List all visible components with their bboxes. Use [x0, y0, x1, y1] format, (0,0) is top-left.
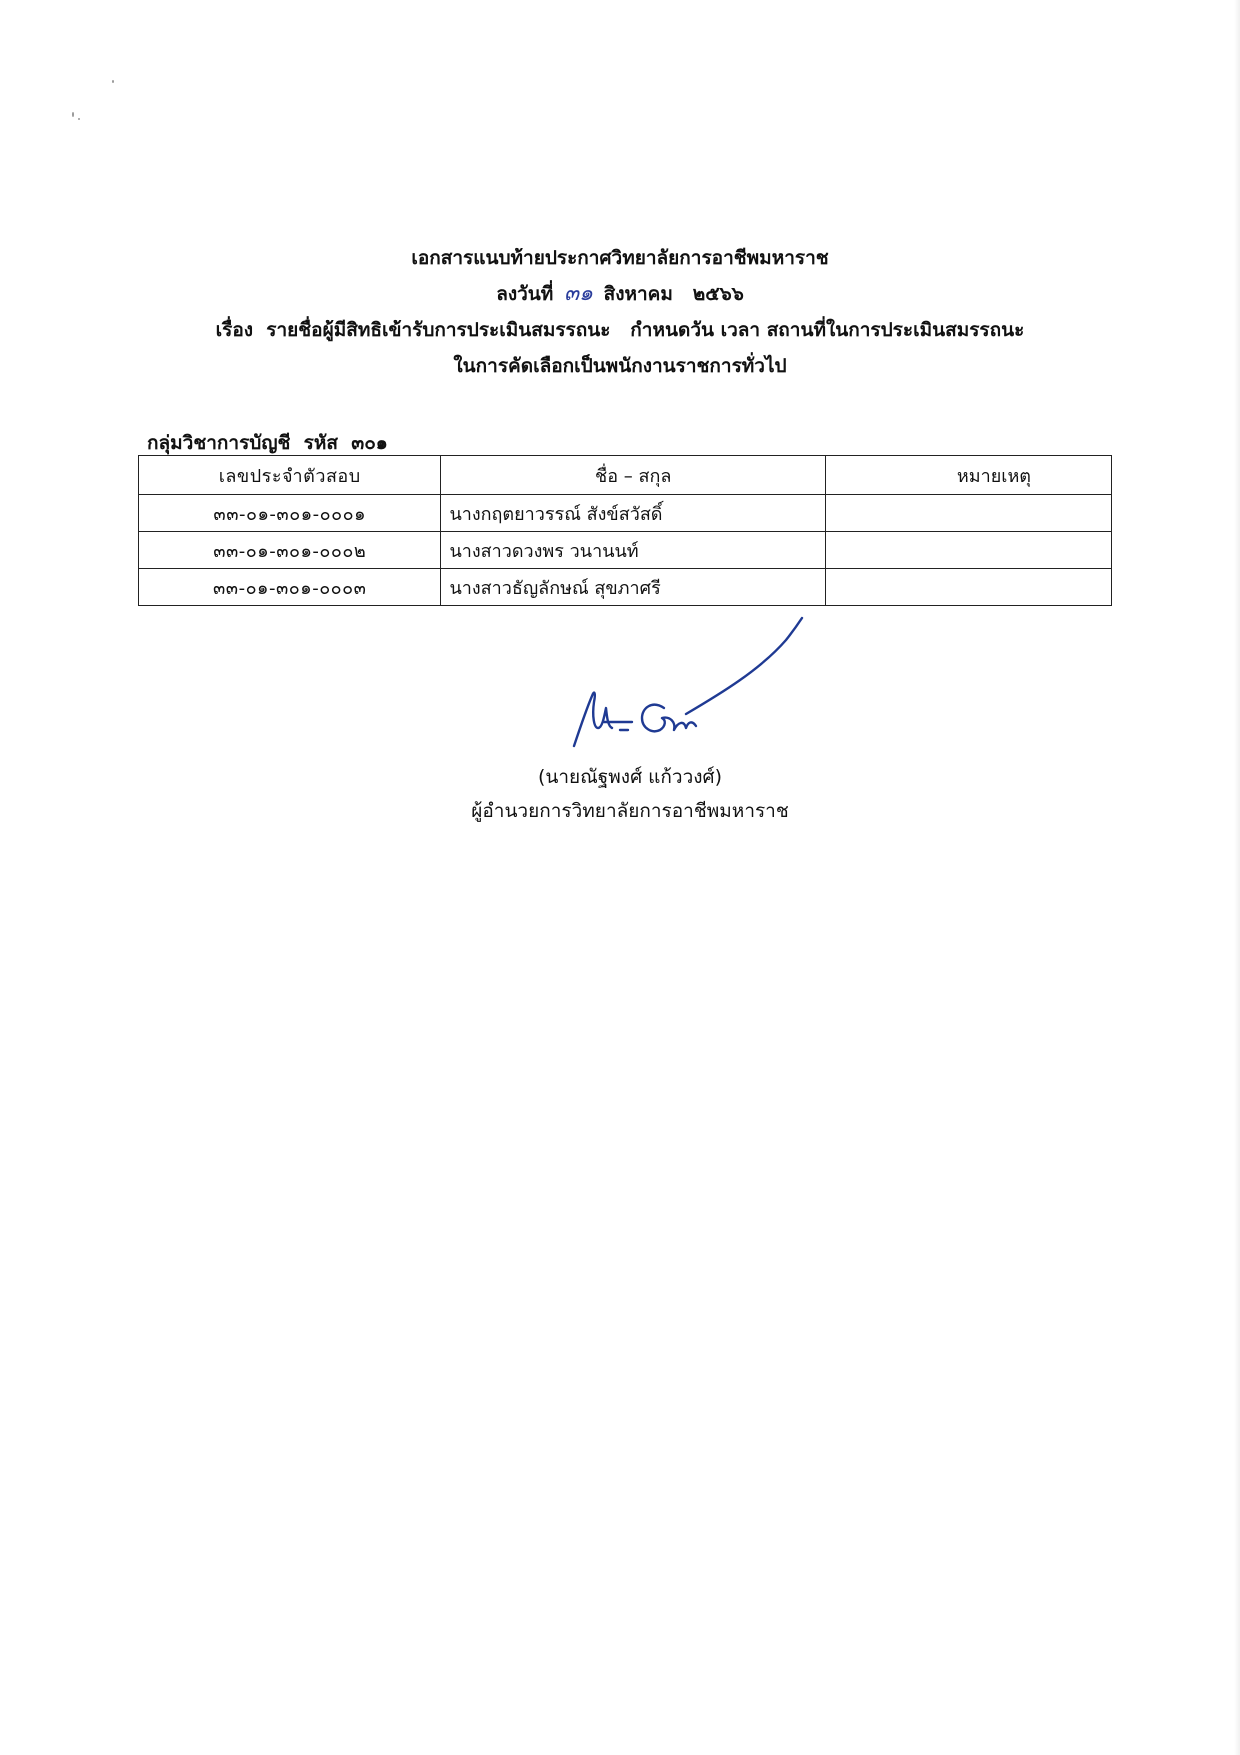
document-date	[120, 276, 1120, 312]
exam-id-cell: ๓๓-๐๑-๓๐๑-๐๐๐๑	[139, 495, 441, 532]
remarks-cell	[826, 532, 1112, 569]
candidate-table	[138, 455, 1112, 606]
date-month-year: สิงหาคม ๒๕๖๖	[603, 283, 744, 305]
exam-id-cell: ๓๓-๐๑-๓๐๑-๐๐๐๒	[139, 532, 441, 569]
header-full-name: ชื่อ – สกุล	[441, 456, 826, 495]
header-remarks: หมายเหตุ	[826, 456, 1112, 495]
scan-speck	[112, 80, 114, 83]
document-subject: เรื่อง รายชื่อผู้มีสิทธิเข้ารับการประเมินสมรรถนะ กำหนดวัน เวลา สถานที่ในการประเมินสมรรถนะ	[215, 319, 1025, 341]
signatory-name: (นายณัฐพงศ์ แก้ววงศ์)	[537, 766, 723, 788]
remarks-cell	[826, 495, 1112, 532]
signatory-block	[380, 760, 880, 828]
handwritten-signature	[560, 610, 820, 760]
name-cell: นางสาวดวงพร วนานนท์	[441, 532, 826, 569]
scan-edge-shadow	[1234, 0, 1240, 1755]
table-row	[139, 495, 1112, 532]
scan-speck	[72, 112, 74, 117]
table-row	[139, 569, 1112, 606]
scan-speck	[78, 118, 80, 120]
name-cell: นางสาวธัญลักษณ์ สุขภาศรี	[441, 569, 826, 606]
document-header	[120, 240, 1120, 384]
exam-id-cell: ๓๓-๐๑-๓๐๑-๐๐๐๓	[139, 569, 441, 606]
date-prefix: ลงวันที่	[496, 283, 554, 305]
header-exam-id: เลขประจำตัวสอบ	[139, 456, 441, 495]
table-header-row	[139, 456, 1112, 495]
document-subject-continued: ในการคัดเลือกเป็นพนักงานราชการทั่วไป	[453, 355, 787, 377]
document-title: เอกสารแนบท้ายประกาศวิทยาลัยการอาชีพมหาราช	[411, 247, 829, 269]
signatory-position: ผู้อำนวยการวิทยาลัยการอาชีพมหาราช	[471, 800, 789, 822]
table-row	[139, 532, 1112, 569]
remarks-cell	[826, 569, 1112, 606]
handwritten-date-day: ๓๑	[563, 281, 593, 306]
name-cell: นางกฤตยาวรรณ์ สังข์สวัสดิ์	[441, 495, 826, 532]
subject-group-label: กลุ่มวิชาการบัญชี รหัส ๓๐๑	[147, 432, 388, 454]
